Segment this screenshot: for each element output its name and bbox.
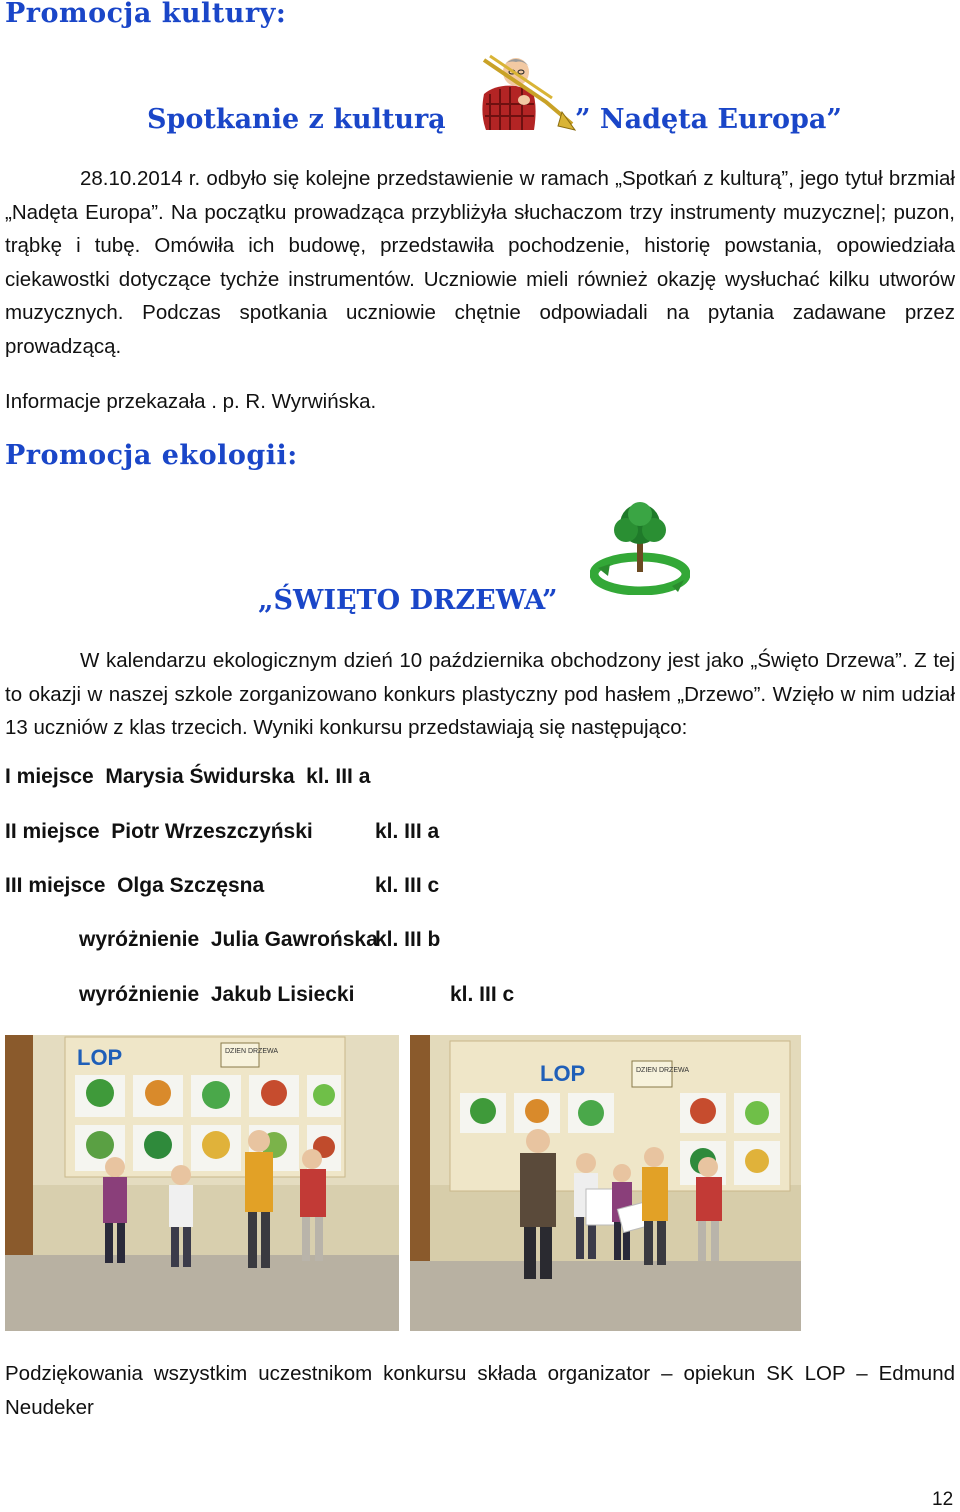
paragraph-line: 28.10.2014 r. odbyło się kolejne przedstawienie w ramach „Spotkań z kulturą”, jego tytuł brzmiał <box>80 167 955 190</box>
paragraph-line: „Nadęta Europa”. Na początku prowadząca przybliżyła słuchaczom trzy instrumenty muzyczne|; puzon, <box>5 200 955 224</box>
result-name: Julia Gawrońska <box>210 928 378 951</box>
contest-photo-left <box>5 1035 399 1331</box>
result-name: Marysia Świdurska <box>105 765 295 788</box>
result-place: wyróżnienie <box>79 928 200 951</box>
result-place: I miejsce <box>5 765 94 788</box>
trombone-player-illustration <box>476 54 576 132</box>
section-heading-culture: Promocja kultury: <box>5 0 287 29</box>
result-name: Jakub Lisiecki <box>210 983 355 1006</box>
contest-photo-right <box>410 1035 801 1331</box>
result-row-1 <box>5 765 370 789</box>
result-name: Olga Szczęsna <box>117 874 265 897</box>
event-title-ecology: „ŚWIĘTO DRZEWA” <box>258 585 558 616</box>
result-place: III miejsce <box>5 874 106 897</box>
board-logo <box>77 1045 122 1070</box>
paragraph-line: muzycznych. Podczas spotkania uczniowie chętnie odpowiadali na pytania zadawane przez <box>5 301 955 324</box>
event-title-culture-right: ” Nadęta Europa” <box>575 104 842 135</box>
paragraph-line: trąbkę i tubę. Omówiła ich budowę, przedstawiła pochodzenie, historię powstania, opowiedziała <box>5 234 955 257</box>
result-place: II miejsce <box>5 820 100 843</box>
result-class: kl. III c <box>450 983 515 1006</box>
paragraph-line: prowadzącą. <box>5 334 122 358</box>
culture-paragraph <box>5 162 955 363</box>
paragraph-line: Neudeker <box>5 1395 94 1419</box>
board-logo-text: LOP <box>77 1045 123 1070</box>
result-row-2-label <box>5 820 313 844</box>
ecology-paragraph <box>5 644 955 745</box>
tree-recycle-icon <box>590 500 690 595</box>
result-class: kl. III a <box>375 820 440 843</box>
result-row-4-label <box>79 928 378 952</box>
result-name: Piotr Wrzeszczyński <box>111 820 313 843</box>
culture-author-note: Informacje przekazała . p. R. Wyrwińska. <box>5 390 377 413</box>
board-logo-text: LOP <box>540 1061 586 1086</box>
result-class: kl. III a <box>306 765 371 788</box>
paragraph-line: to okazji w naszej szkole zorganizowano konkurs plastyczny pod hasłem „Drzewo”. Wzięło w nim udział <box>5 682 955 706</box>
board-sign-text: DZIEN DRZEWA <box>225 1048 279 1055</box>
page-number: 12 <box>932 1489 954 1510</box>
result-row-5-label <box>79 983 354 1007</box>
result-class: kl. III b <box>375 928 441 951</box>
thanks-paragraph <box>5 1357 955 1424</box>
event-title-culture-left: Spotkanie z kulturą <box>147 104 446 135</box>
paragraph-line: W kalendarzu ekologicznym dzień 10 października obchodzony jest jako „Święto Drzewa”. Z tej <box>80 649 955 672</box>
paragraph-line: 13 uczniów z klas trzecich. Wyniki konkursu przedstawiają się następująco: <box>5 716 688 739</box>
result-row-3-label <box>5 874 264 898</box>
result-class: kl. III c <box>375 874 440 897</box>
result-place: wyróżnienie <box>79 983 200 1006</box>
board-sign-text: DZIEN DRZEWA <box>636 1067 690 1074</box>
paragraph-line: ciekawostki dotyczące tychże instrumentów. Uczniowie mieli również okazję wysłuchać kilku utworów <box>5 267 955 291</box>
section-heading-ecology: Promocja ekologii: <box>5 440 298 471</box>
paragraph-line: Podziękowania wszystkim uczestnikom konkursu składa organizator – opiekun SK LOP – Edmund <box>5 1362 955 1385</box>
